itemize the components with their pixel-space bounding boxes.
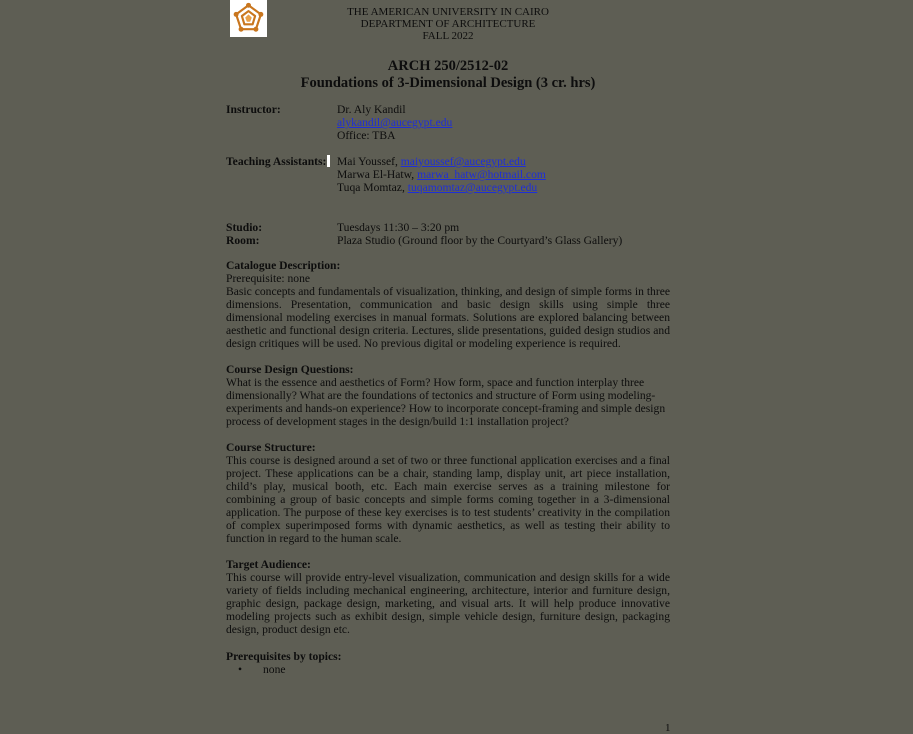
document-header [226, 6, 670, 42]
course-title-block [226, 58, 670, 92]
structure-body: This course is designed around a set of two or three functional application exercises and a final project. These applications can be a chair, standing lamp, display unit, art piece installation, child’s play, musical booth, etc. Each main exercise serves as a training milestone for combining a group of basic concepts and simple forms coming together in a 3-dimensional application. The purpose of these key exercises is to test students’ creativity in the compilation of complex superimposed forms with dynamic aesthetics, as well as testing their ability to function in regard to the human scale. [226, 454, 670, 545]
prereq-topics-heading: Prerequisites by topics: [226, 650, 342, 663]
ta-entry: Tuqa Momtaz, tuqamomtaz@aucegypt.edu [337, 181, 538, 194]
catalogue-prerequisite: Prerequisite: none [226, 272, 311, 285]
ta-email-link[interactable]: marwa_hatw@hotmail.com [417, 168, 546, 181]
text-cursor [327, 155, 330, 167]
room-label: Room: [226, 234, 260, 247]
course-name: Foundations of 3-Dimensional Design (3 cr. hrs) [300, 75, 596, 91]
prereq-topics-section [226, 650, 670, 663]
term: FALL 2022 [422, 30, 474, 42]
studio-label: Studio: [226, 221, 263, 234]
catalogue-heading: Catalogue Description: [226, 259, 341, 272]
page-number: 1 [665, 722, 671, 734]
design-questions-heading: Course Design Questions: [226, 363, 354, 376]
structure-heading: Course Structure: [226, 441, 316, 454]
studio-time: Tuesdays 11:30 – 3:20 pm [337, 221, 460, 234]
prereq-topic-item: none [263, 663, 286, 676]
target-audience-section [226, 558, 670, 636]
instructor-office: Office: TBA [337, 129, 396, 142]
design-questions-line: What is the essence and aesthetics of Form? How form, space and function interplay three [226, 376, 645, 389]
bullet-marker: • [238, 663, 243, 676]
instructor-email-link[interactable]: alykandil@aucegypt.edu [337, 116, 453, 129]
design-questions-line: dimensionally? What are the foundations of tectonics and structure of Form using modeling- [226, 389, 656, 402]
university-name: THE AMERICAN UNIVERSITY IN CAIRO [347, 6, 549, 18]
audience-body: This course will provide entry-level visualization, communication and design skills for a wide variety of fields including mechanical engineering, architecture, interior and furniture design, graphic design, package design, marketing, and visual arts. It will help produce innovative modeling projects such as exhibit design, simple vehicle design, furniture design, packaging design, product design etc. [226, 571, 670, 636]
department-name: DEPARTMENT OF ARCHITECTURE [360, 18, 536, 30]
course-code: ARCH 250/2512-02 [387, 58, 509, 74]
design-questions-line: process of development stages in the design/build 1:1 installation project? [226, 415, 569, 428]
ta-entry: Marwa El-Hatw, marwa_hatw@hotmail.com [337, 168, 546, 181]
catalogue-description-section [226, 259, 670, 350]
room-location: Plaza Studio (Ground floor by the Courtyard’s Glass Gallery) [337, 234, 623, 247]
design-questions-section [226, 363, 670, 428]
ta-email-link[interactable]: tuqamomtaz@aucegypt.edu [407, 181, 538, 194]
catalogue-body: Basic concepts and fundamentals of visualization, thinking, and design of simple forms in three dimensions. Presentation, communication and basic design skills using simple three dimensional modeling exercises in manual formats. Solutions are explored balancing between aesthetic and functional design criteria. Lectures, slide presentations, guided design studios and design critiques will be used. No previous digital or modeling experience is required. [226, 285, 670, 350]
ta-email-link[interactable]: maiyoussef@aucegypt.edu [400, 155, 526, 168]
instructor-name: Dr. Aly Kandil [337, 103, 406, 116]
audience-heading: Target Audience: [226, 558, 311, 571]
instructor-label: Instructor: [226, 103, 281, 116]
course-structure-section [226, 441, 670, 545]
ta-label: Teaching Assistants: [226, 155, 330, 168]
ta-entry: Mai Youssef, maiyoussef@aucegypt.edu [337, 155, 526, 168]
design-questions-line: experiments and hands-on experience? How to incorporate concept-framing and simple design [226, 402, 666, 415]
